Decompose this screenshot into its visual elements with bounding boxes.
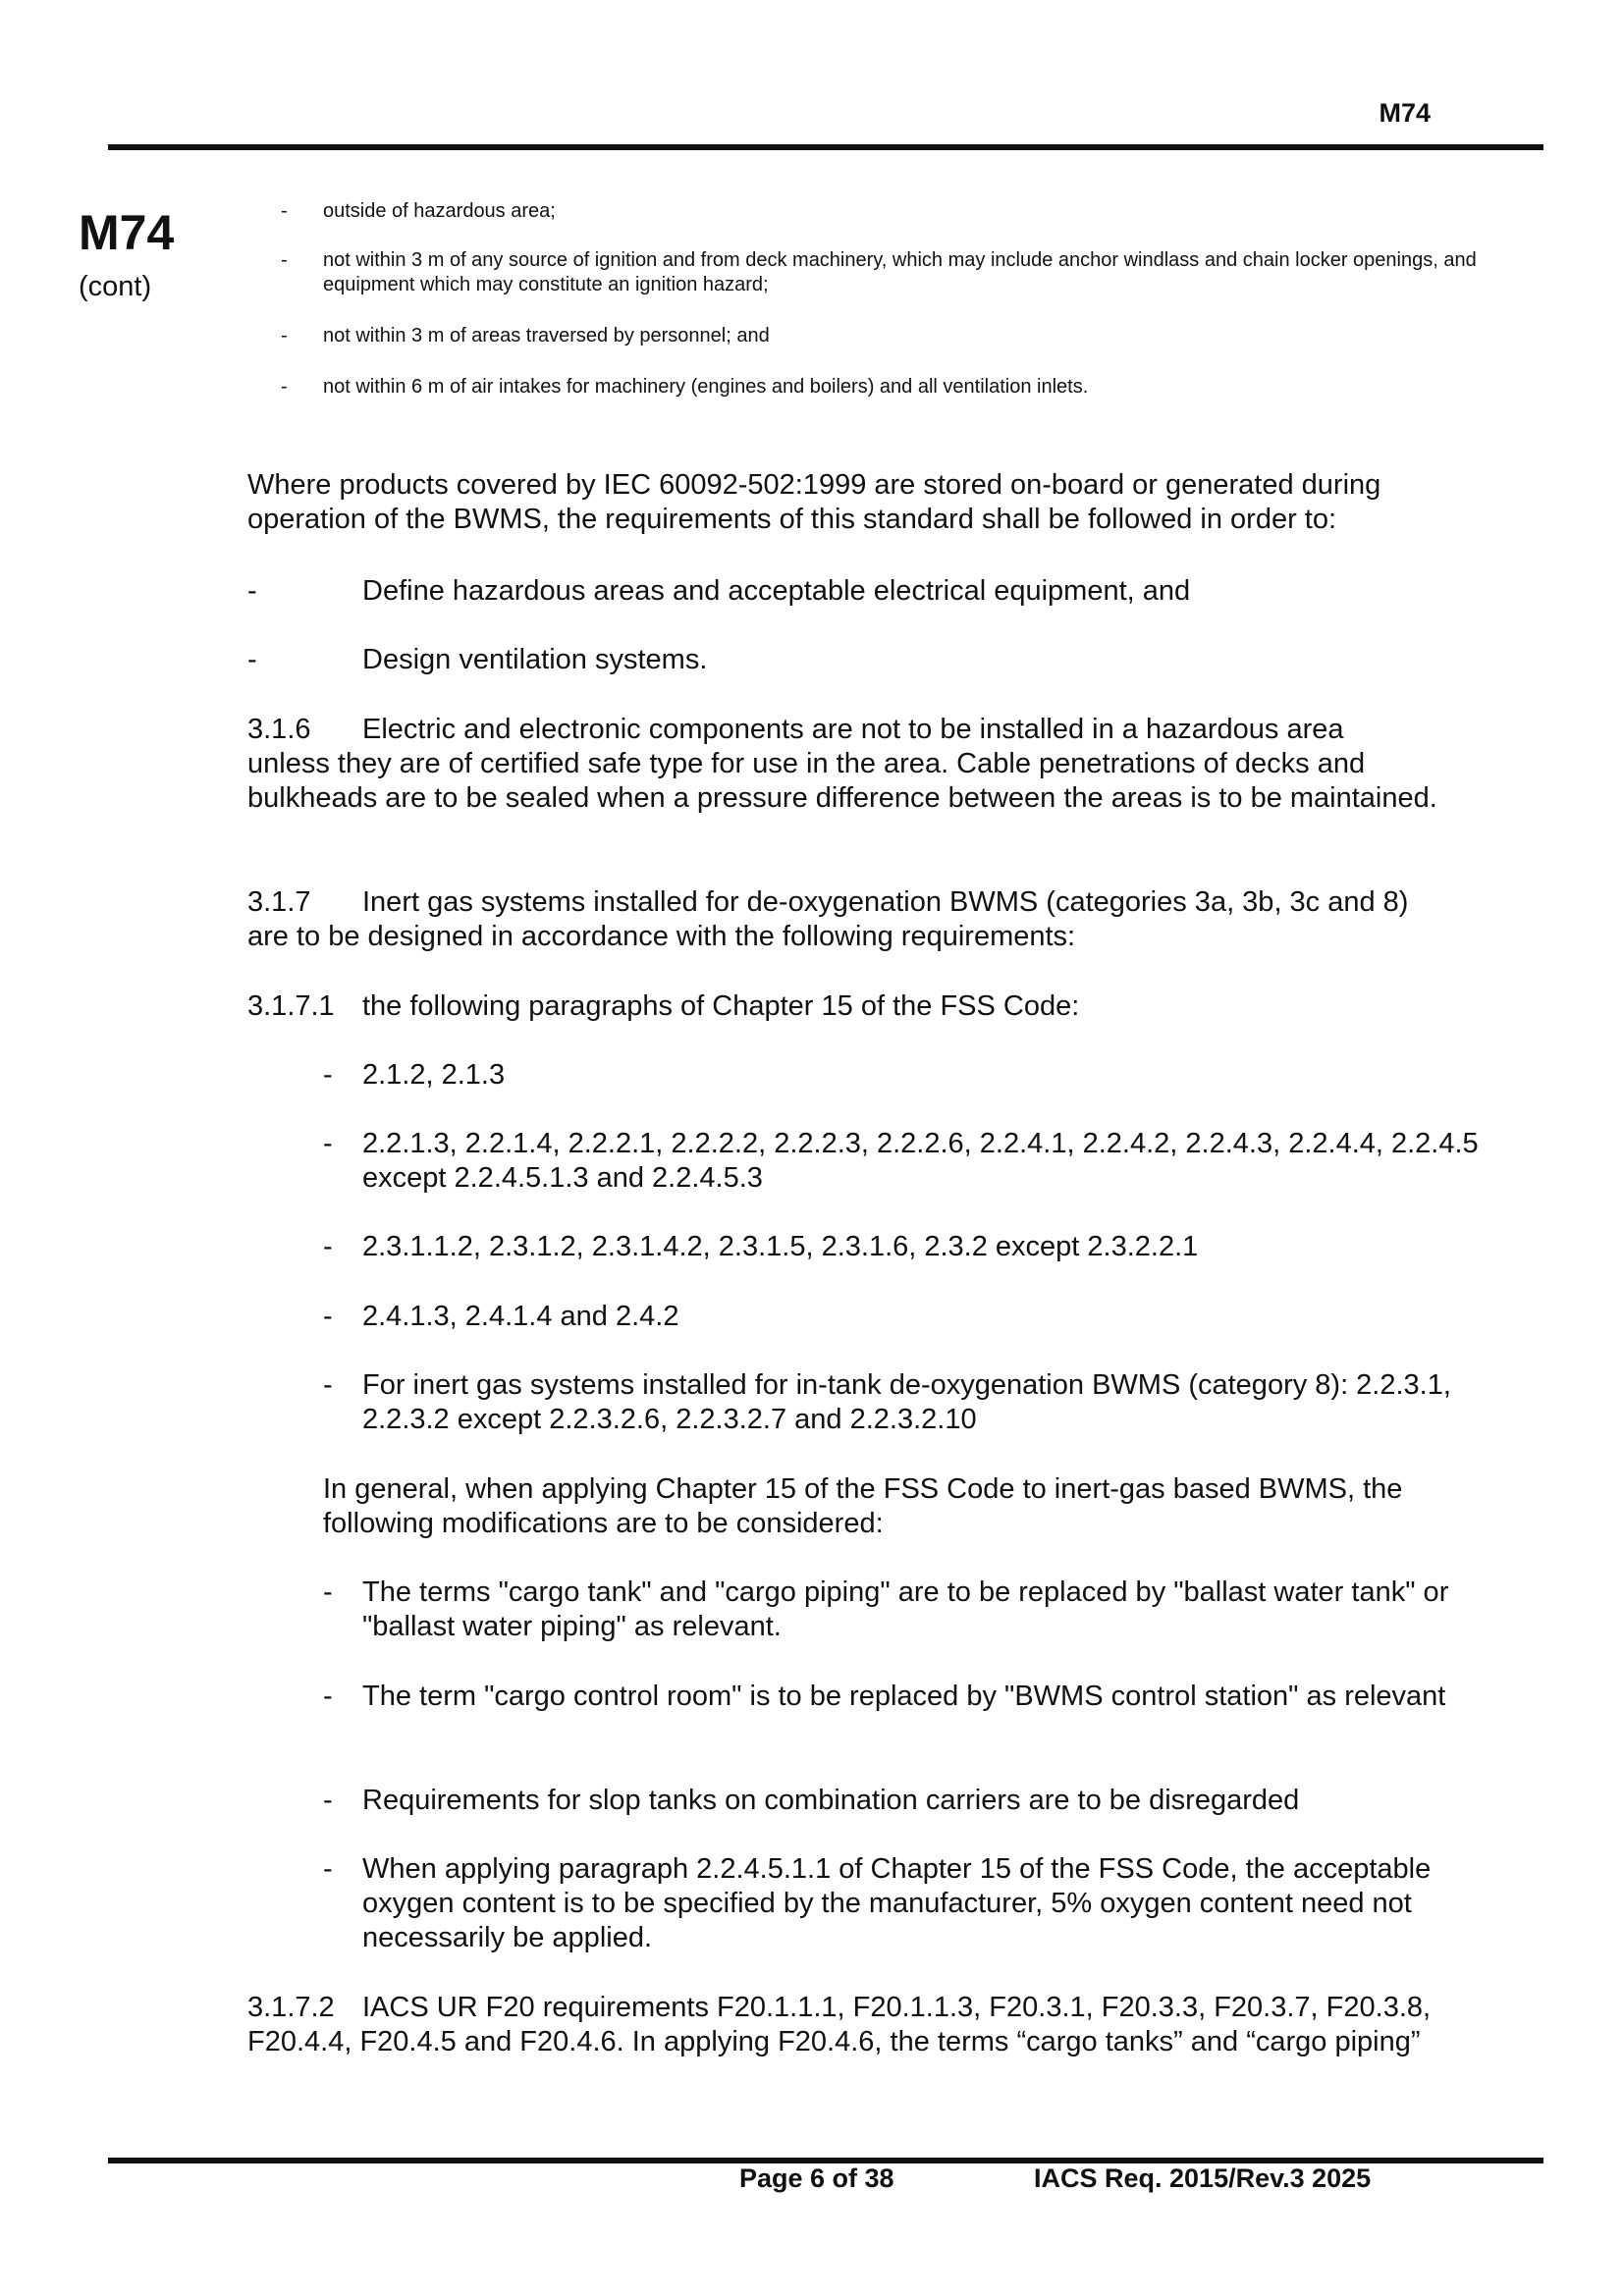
intro-paragraph: Where products covered by IEC 60092-502:1999 are stored on-board or generated during operation of the BWMS, the requirements of this standard shall be followed in order to: bbox=[247, 469, 1381, 535]
section-3-1-7-1: 3.1.7.1 the following paragraphs of Chapter 15 of the FSS Code: bbox=[247, 990, 1080, 1022]
sidebar-requirement-id: M74 bbox=[79, 205, 175, 260]
header-code: M74 bbox=[1379, 98, 1431, 128]
section-3-1-7-first-line: 3.1.7 Inert gas systems installed for de-oxygenation BWMS (categories 3a, 3b, 3c and 8) bbox=[247, 886, 1409, 918]
section-3-1-6-first-line: 3.1.6 Electric and electronic components are not to be installed in a hazardous area bbox=[247, 714, 1344, 745]
footer-page-number: Page 6 of 38 bbox=[739, 2163, 894, 2193]
sidebar-cont-label: (cont) bbox=[79, 271, 152, 302]
footer-reference: IACS Req. 2015/Rev.3 2025 bbox=[1034, 2163, 1372, 2193]
general-paragraph: In general, when applying Chapter 15 of the FSS Code to inert-gas based BWMS, the following modifications are to be considered: bbox=[323, 1473, 1403, 1539]
section-3-1-7-2-first-line: 3.1.7.2 IACS UR F20 requirements F20.1.1.1, F20.1.1.3, F20.3.1, F20.3.3, F20.3.7, F20.3.8, bbox=[247, 1992, 1432, 2023]
header-rule bbox=[108, 144, 1543, 150]
section-3-1-6-body: unless they are of certified safe type for use in the area. Cable penetrations of decks and bulkheads are to be sealed when a pressure difference between the areas is to be maintained. bbox=[247, 748, 1437, 814]
section-3-1-7-2-body: F20.4.4, F20.4.5 and F20.4.6. In applying F20.4.6, the terms “cargo tanks” and “cargo piping” bbox=[247, 2026, 1421, 2057]
section-3-1-7-body: are to be designed in accordance with the following requirements: bbox=[247, 921, 1076, 952]
